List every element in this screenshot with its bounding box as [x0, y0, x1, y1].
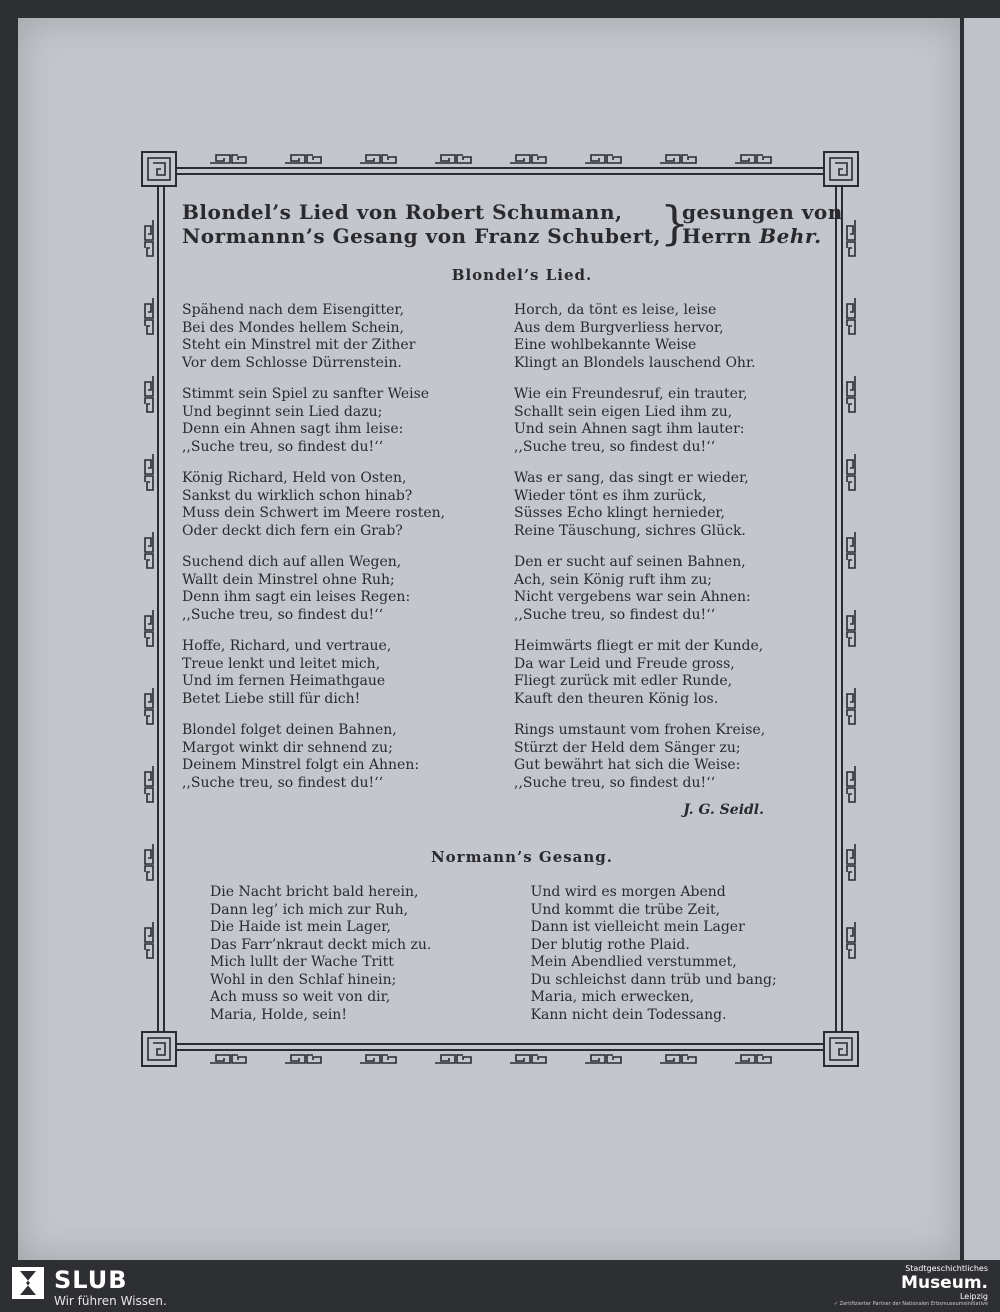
- verse-line: ,,Suche treu, so findest du!‘‘: [182, 606, 384, 623]
- verse-line: Der blutig rothe Plaid.: [530, 936, 690, 953]
- poem-2-right-column: [531, 884, 822, 1024]
- singer-name: Behr.: [759, 224, 822, 248]
- stanza: [182, 638, 822, 708]
- verse-line: Ach, sein König ruft ihm zu;: [514, 571, 712, 588]
- verse-line: Süsses Echo klingt hernieder,: [514, 505, 725, 521]
- verse-line: König Richard, Held von Osten,: [182, 470, 407, 486]
- verse-line: Wie ein Freundesruf, ein trauter,: [514, 386, 748, 402]
- verse-line: Die Haide ist mein Lager,: [210, 919, 391, 935]
- heading-line-1: Blondel’s Lied von Robert Schumann,: [182, 200, 623, 224]
- verse-line: Und sein Ahnen sagt ihm lauter:: [514, 421, 745, 437]
- verse-line: Wohl in den Schlaf hinein;: [210, 971, 397, 988]
- poem-2-title: Normann’s Gesang.: [430, 848, 614, 866]
- verse-line: Hoffe, Richard, und vertraue,: [182, 638, 392, 654]
- verse-line: Dann ist vielleicht mein Lager: [530, 919, 745, 935]
- slub-wordmark: SLUB: [54, 1266, 128, 1294]
- verse-line: Dann leg’ ich mich zur Ruh,: [210, 901, 409, 918]
- verse-line: ,,Suche treu, so findest du!‘‘: [514, 438, 716, 455]
- stanza: [182, 470, 822, 540]
- verse-line: Stimmt sein Spiel zu sanfter Weise: [182, 386, 430, 402]
- verse-line: Was er sang, das singt er wieder,: [514, 470, 749, 486]
- verse-line: Mein Abendlied verstummet,: [530, 954, 737, 970]
- stanza-left-column: [182, 638, 514, 708]
- verse-line: Maria, mich erwecken,: [530, 989, 695, 1005]
- verse-line: ,,Suche treu, so findest du!‘‘: [182, 438, 384, 455]
- verse-line: ,,Suche treu, so findest du!‘‘: [182, 774, 384, 791]
- verse-line: Und beginnt sein Lied dazu;: [182, 403, 383, 420]
- verse-line: Nicht vergebens war sein Ahnen:: [514, 589, 751, 605]
- verse-line: Muss dein Schwert im Meere rosten,: [182, 505, 446, 521]
- stanza-left-column: [182, 386, 514, 456]
- verse-line: Da war Leid und Freude gross,: [514, 655, 735, 672]
- verse-line: Suchend dich auf allen Wegen,: [182, 554, 402, 570]
- heading-right-1: gesungen von: [682, 200, 843, 224]
- stanza-right-column: [514, 722, 814, 792]
- verse-line: Denn ihm sagt ein leises Regen:: [182, 589, 411, 605]
- verse-line: Wieder tönt es ihm zurück,: [514, 487, 707, 504]
- slub-logo-icon: [12, 1267, 44, 1299]
- verse-line: Du schleichst dann trüb und bang;: [530, 971, 777, 988]
- verse-line: Klingt an Blondels lauschend Ohr.: [514, 354, 756, 371]
- verse-line: Eine wohlbekannte Weise: [514, 337, 697, 353]
- verse-line: Steht ein Minstrel mit der Zither: [182, 337, 416, 353]
- poem-2: [182, 848, 822, 1024]
- verse-line: Horch, da tönt es leise, leise: [514, 302, 717, 318]
- verse-line: Mich lullt der Wache Tritt: [210, 954, 394, 970]
- heading-brace: }: [660, 196, 690, 250]
- verse-line: Oder deckt dich fern ein Grab?: [182, 522, 403, 539]
- verse-line: Den er sucht auf seinen Bahnen,: [514, 554, 746, 570]
- adjacent-page-edge: [964, 18, 1000, 1260]
- stanza: [182, 302, 822, 372]
- verse-line: Die Nacht bricht bald herein,: [210, 884, 419, 900]
- verse-line: Wallt dein Minstrel ohne Ruh;: [182, 571, 395, 588]
- stanza-right-column: [514, 386, 814, 456]
- verse-line: Sankst du wirklich schon hinab?: [182, 487, 413, 504]
- verse-line: Spähend nach dem Eisengitter,: [182, 302, 405, 318]
- verse-line: Treue lenkt und leitet mich,: [182, 655, 381, 672]
- verse-line: Maria, Holde, sein!: [210, 1006, 347, 1023]
- verse-line: Denn ein Ahnen sagt ihm leise:: [182, 421, 404, 437]
- verse-line: Ach muss so weit von dir,: [210, 989, 391, 1005]
- museum-logo: Stadtgeschichtliches Museum. Leipzig ✓ Zertifizierter Partner der Nationalen Erbsmuseumsinitiative: [833, 1264, 988, 1307]
- stanza-right-column: [514, 470, 814, 540]
- heading-line-2: Normannn’s Gesang von Franz Schubert,: [182, 224, 661, 248]
- stanza-left-column: [182, 554, 514, 624]
- slub-tagline: Wir führen Wissen.: [54, 1294, 167, 1308]
- verse-line: Kauft den theuren König los.: [514, 690, 719, 707]
- verse-line: Aus dem Burgverliess hervor,: [514, 319, 724, 336]
- verse-line: Fliegt zurück mit edler Runde,: [514, 673, 733, 689]
- stanza-right-column: [514, 302, 814, 372]
- verse-line: Und wird es morgen Abend: [530, 884, 726, 900]
- verse-line: Bei des Mondes hellem Schein,: [182, 319, 404, 336]
- verse-line: Und im fernen Heimathgaue: [182, 673, 386, 689]
- viewer-footer: [0, 1262, 1000, 1312]
- poem-1-title: Blondel’s Lied.: [451, 266, 593, 284]
- heading-left: [182, 200, 661, 248]
- poem-2-left-column: [210, 884, 531, 1024]
- poem-2-stanza: [182, 884, 822, 1024]
- program-heading: [182, 196, 843, 252]
- verse-line: Gut bewährt hat sich die Weise:: [514, 757, 741, 773]
- verse-line: Und kommt die trübe Zeit,: [530, 901, 721, 918]
- stanza: [182, 386, 822, 456]
- verse-line: Vor dem Schlosse Dürrenstein.: [182, 354, 402, 371]
- verse-line: Das Farr’nkraut deckt mich zu.: [210, 936, 432, 953]
- stanza-left-column: [182, 302, 514, 372]
- stanza-right-column: [514, 638, 814, 708]
- stanza: [182, 554, 822, 624]
- verse-line: Blondel folget deinen Bahnen,: [182, 722, 397, 738]
- poem-1-stanzas: [182, 302, 822, 792]
- stanza-left-column: [182, 722, 514, 792]
- verse-line: Schallt sein eigen Lied ihm zu,: [514, 403, 733, 420]
- stanza-right-column: [514, 554, 814, 624]
- song-sheet: [182, 196, 843, 1038]
- verse-line: Betet Liebe still für dich!: [182, 690, 361, 707]
- verse-line: ,,Suche treu, so findest du!‘‘: [514, 774, 716, 791]
- verse-line: Stürzt der Held dem Sänger zu;: [514, 739, 741, 756]
- verse-line: Margot winkt dir sehnend zu;: [182, 739, 393, 756]
- heading-right: [682, 200, 843, 248]
- verse-line: Deinem Minstrel folgt ein Ahnen:: [182, 757, 420, 773]
- poem-1-author: J. G. Seidl.: [683, 802, 764, 818]
- heading-right-2: Herrn Behr.: [682, 224, 822, 248]
- stanza-left-column: [182, 470, 514, 540]
- verse-line: Reine Täuschung, sichres Glück.: [514, 522, 746, 539]
- verse-line: Rings umstaunt vom frohen Kreise,: [514, 722, 766, 738]
- verse-line: Kann nicht dein Todessang.: [530, 1006, 727, 1023]
- verse-line: ,,Suche treu, so findest du!‘‘: [514, 606, 716, 623]
- verse-line: Heimwärts fliegt er mit der Kunde,: [514, 638, 764, 654]
- stanza: [182, 722, 822, 792]
